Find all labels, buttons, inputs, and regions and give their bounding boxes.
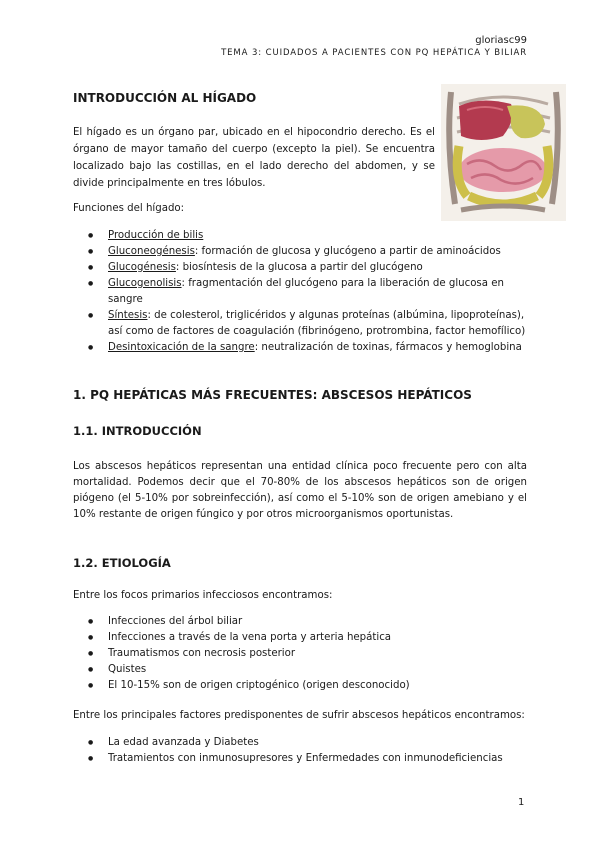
focos-label: Entre los focos primarios infecciosos encontramos: bbox=[73, 590, 333, 601]
page-number: 1 bbox=[518, 797, 525, 808]
subsection-heading: 1.1. INTRODUCCIÓN bbox=[73, 424, 202, 438]
factores-list bbox=[73, 735, 533, 767]
list-item: ● El 10-15% son de origen criptogénico (origen desconocido) bbox=[73, 678, 533, 694]
list-item: ● Gluconeogénesis: formación de glucosa y glucógeno a partir de aminoácidos bbox=[73, 244, 533, 260]
list-item: ● Tratamientos con inmunosupresores y Enfermedades con inmunodeficiencias bbox=[73, 751, 533, 767]
abscess-paragraph: Los abscesos hepáticos representan una entidad clínica poco frecuente pero con alta mortalidad. Podemos decir que el 70-80% de los abscesos hepáticos son de origen piógeno (el 5-10% por sobreinfección), así como el 5-10% son de origen amebiano y el 10% restante de origen fúngico y por otros microorganismos oportunistas. bbox=[73, 461, 527, 520]
focos-list bbox=[73, 614, 533, 694]
section-heading: 1. PQ HEPÁTICAS MÁS FRECUENTES: ABSCESOS HEPÁTICOS bbox=[73, 388, 472, 402]
list-item: ● Producción de bilis bbox=[73, 228, 533, 244]
header-title: TEMA 3: CUIDADOS A PACIENTES CON PQ HEPÁTICA Y BILIAR bbox=[221, 48, 527, 58]
list-item: ● Glucogenolisis: fragmentación del glucógeno para la liberación de glucosa en sangre bbox=[73, 276, 533, 308]
list-item: ● Infecciones a través de la vena porta y arteria hepática bbox=[73, 630, 533, 646]
list-item: ● La edad avanzada y Diabetes bbox=[73, 735, 533, 751]
list-item: ● Traumatismos con necrosis posterior bbox=[73, 646, 533, 662]
header-user: gloriasc99 bbox=[475, 35, 527, 46]
intro-heading: INTRODUCCIÓN AL HÍGADO bbox=[73, 91, 257, 105]
functions-list bbox=[73, 228, 533, 356]
factores-label: Entre los principales factores predisponentes de sufrir abscesos hepáticos encontramos: bbox=[73, 710, 525, 721]
intro-paragraph: El hígado es un órgano par, ubicado en el hipocondrio derecho. Es el órgano de mayor tamaño del cuerpo (excepto la piel). Se encuentra localizado bajo las costillas, en el lado derecho del abdomen, y se divide principalmente en tres lóbulos. bbox=[73, 127, 435, 189]
liver-anatomy-illustration bbox=[441, 84, 566, 221]
functions-label: Funciones del hígado: bbox=[73, 203, 185, 214]
list-item: ● Síntesis: de colesterol, triglicéridos y algunas proteínas (albúmina, lipoproteínas), así como de factores de coagulación (fibrinógeno, protrombina, factor hemofílico) bbox=[73, 308, 533, 340]
list-item: ● Infecciones del árbol biliar bbox=[73, 614, 533, 630]
list-item: ● Glucogénesis: biosíntesis de la glucosa a partir del glucógeno bbox=[73, 260, 533, 276]
subsection-heading: 1.2. ETIOLOGÍA bbox=[73, 556, 171, 570]
list-item: ● Quistes bbox=[73, 662, 533, 678]
list-item: ● Desintoxicación de la sangre: neutralización de toxinas, fármacos y hemoglobina bbox=[73, 340, 533, 356]
